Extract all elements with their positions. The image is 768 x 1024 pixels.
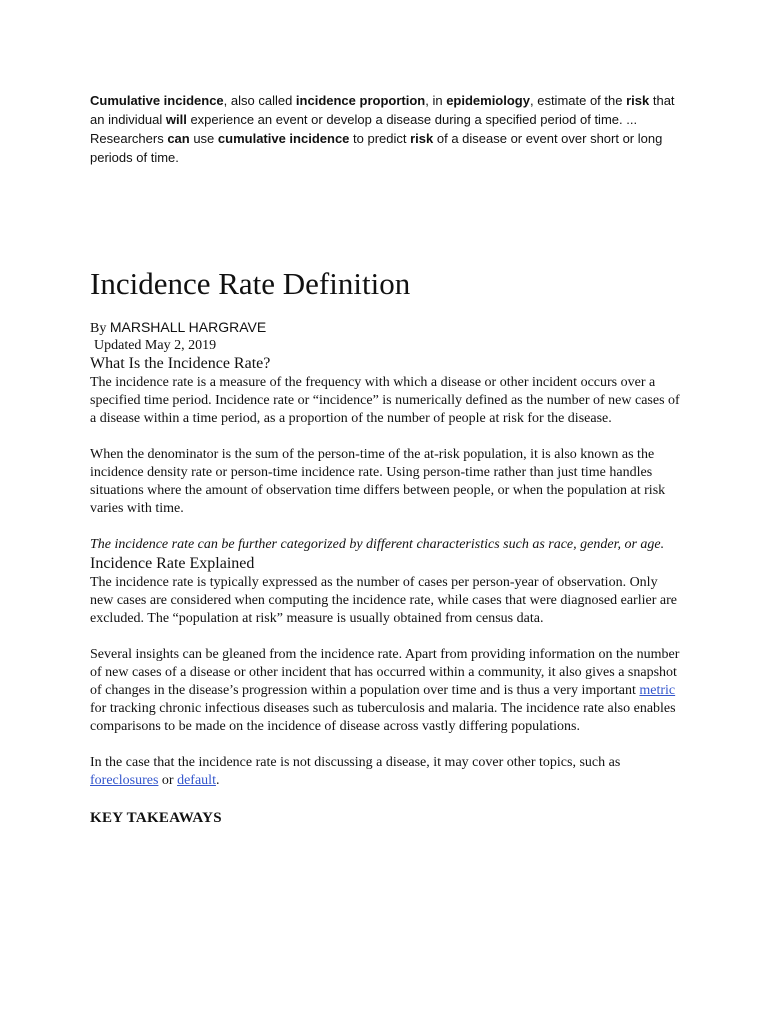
term-risk: risk [626,93,650,108]
paragraph-categorized: The incidence rate can be further categorized by different characteristics such as race, gender, or age. [90,537,665,552]
intro-text: , also called [223,93,296,108]
section-heading-explained: Incidence Rate Explained [90,555,255,572]
article-title: Incidence Rate Definition [90,266,411,301]
term-cumulative-incidence-2: cumulative incidence [217,131,350,146]
paragraph-text: In the case that the incidence rate is not discussing a disease, it may cover other topics, such as [90,755,621,770]
intro-text: , estimate of the [529,93,627,108]
author-name: MARSHALL HARGRAVE [109,319,267,335]
byline [90,318,266,338]
byline-prefix: By [90,321,110,336]
paragraph-text: or [158,773,178,788]
intro-text: that an individual [90,93,675,127]
paragraph-text: Several insights can be gleaned from the incidence rate. Apart from providing information on the number of new cases of a disease or other incident that has occurred within a community, it also gives a snapshot of changes in the disease’s progression within a population over time and is thus a very important [90,647,680,698]
term-will: will [165,112,187,127]
paragraph-insights [90,646,682,736]
paragraph-other-topics [90,754,682,790]
section-heading-what-is: What Is the Incidence Rate? [90,355,271,372]
link-default[interactable]: default [177,773,216,788]
intro-paragraph [90,91,680,167]
paragraph-expressed: The incidence rate is typically expressed as the number of cases per person-year of observation. Only new cases are considered when computing the incidence rate, while cases that were diagnosed earlier are excluded. The “population at risk” measure is usually obtained from census data. [90,575,677,626]
intro-text: of a disease or event over short or long periods of time. [90,131,663,165]
intro-text: experience an event or develop a disease during a specified period of time. ... Researchers [90,112,638,146]
link-metric[interactable]: metric [639,683,676,698]
paragraph-text: . [215,773,220,788]
term-incidence-proportion: incidence proportion [295,93,426,108]
key-takeaways-heading: KEY TAKEAWAYS [90,810,222,826]
term-can: can [167,131,190,146]
article-body [90,354,682,828]
intro-text: to predict [349,131,411,146]
term-risk-2: risk [410,131,434,146]
intro-text: use [189,131,218,146]
updated-date: Updated May 2, 2019 [94,338,217,353]
paragraph-definition: The incidence rate is a measure of the frequency with which a disease or other incident occurs over a specified time period. Incidence rate or “incidence” is numerically defined as the number of new cases of a disease within a time period, as a proportion of the number of people at risk for the disease. [90,375,680,426]
link-foreclosures[interactable]: foreclosures [90,773,159,788]
term-cumulative-incidence: Cumulative incidence [90,93,224,108]
paragraph-text: for tracking chronic infectious diseases such as tuberculosis and malaria. The incidence rate also enables comparisons to be made on the incidence of disease across vastly differing populations. [90,701,676,734]
term-epidemiology: epidemiology [446,93,530,108]
intro-text: , in [425,93,447,108]
paragraph-denominator: When the denominator is the sum of the person-time of the at-risk population, it is also known as the incidence density rate or person-time incidence rate. Using person-time rather than just time handles situations where the amount of observation time differs between people, or when the population at risk varies with time. [90,447,666,516]
